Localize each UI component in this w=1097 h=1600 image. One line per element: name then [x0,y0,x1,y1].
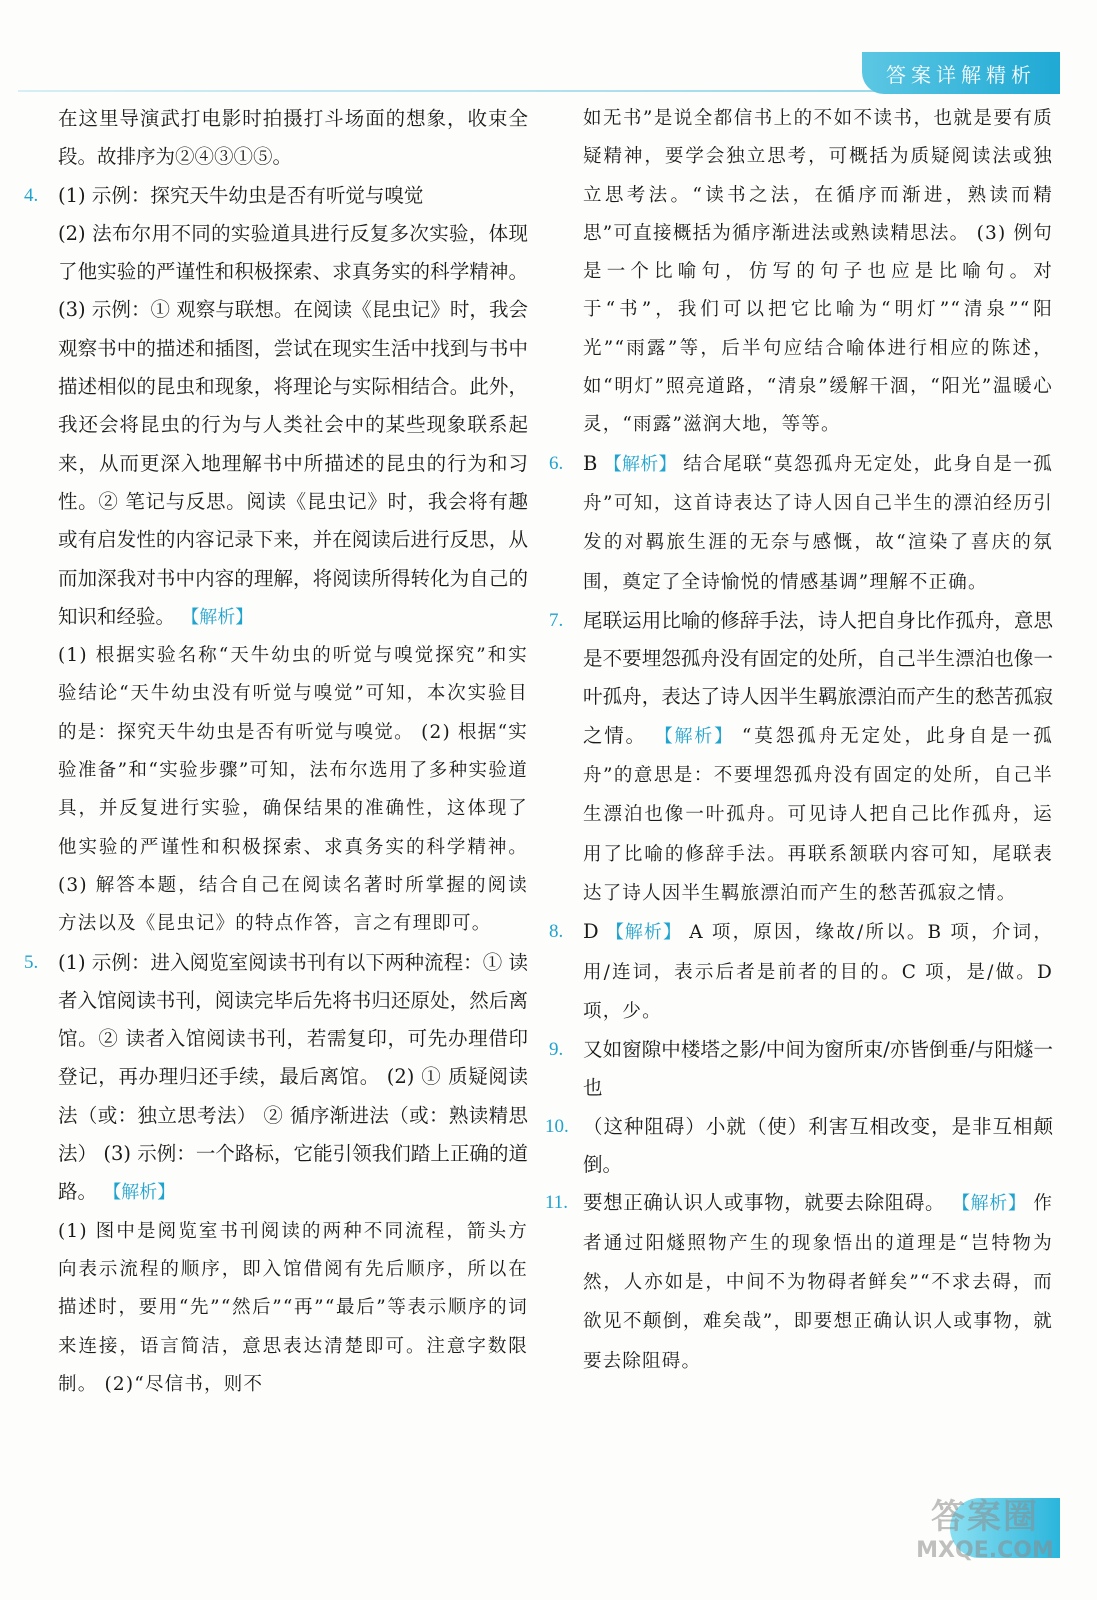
answer-part-1: (1) 示例：探究天牛幼虫是否有听觉与嗅觉 [58,183,424,207]
left-column [24,100,528,1404]
continued-text-left [58,100,528,177]
analysis-tag: 【解析】 [603,453,677,475]
answer-text: B [583,451,598,475]
analysis-text: 结合尾联“莫怨孤舟无定处，此身自是一孤舟”可知，这首诗表达了诗人因自己半生的漂泊经历引发的对羁旅生涯的无奈与感慨，故“渲染了喜庆的氛围，奠定了全诗愉悦的情感基调”理解不正确。 [583,453,1053,593]
continued-text: 如无书”是说全都信书上的不如不读书，也就是要有质疑精神，要学会独立思考，可概括为质疑阅读法或独立思考法。“读书之法，在循序而渐进，熟读而精思”可直接概括为循序渐进法或熟读精思法。 (3) 例句是一个比喻句，仿写的句子也应是比喻句。对于“书”，我们可以把它比喻为“明灯”“清泉”“阳光”“雨露”等，后半句应结合喻体进行相应的陈述，如“明灯”照亮道路，“清泉”缓解干涸，“阳光”温暖心灵，“雨露”滋润大地，等等。 [583,108,1053,436]
question-7 [549,602,1053,913]
answer-part-1: (1) 示例：进入阅览室阅读书刊有以下两种流程：① 读者入馆阅读书刊，阅读完毕后先将书归还原处，然后离馆。② 读者入馆阅读书刊，若需复印，可先办理借印登记，再办理归还手续，最后离馆。 [58,950,528,1089]
analysis-text: A 项，原因，缘故/所以。B 项，介词，用/连词，表示后者是前者的目的。C 项，是/做。D 项，少。 [583,922,1054,1022]
answer-part-3: (3) 示例：① 观察与联想。在阅读《昆虫记》时，我会观察书中的描述和插图，尝试在现实生活中找到与书中描述相似的昆虫和现象，将理论与实际相结合。此外，我还会将昆虫的行为与人类社会中的某些现象联系起来，从而更深入地理解书中所描述的昆虫的行为和习性。② 笔记与反思。阅读《昆虫记》时，我会将有趣或有启发性的内容记录下来，并在阅读后进行反思，从而加深我对书中内容的理解，将阅读所得转化为自己的知识和经验。 [58,298,528,628]
question-number: 10. [545,1115,569,1137]
right-column [545,100,1054,1381]
answer-text: 又如窗隙中楼塔之影/中间为窗所束/亦皆倒垂/与阳燧一也 [583,1038,1053,1100]
analysis-tag: 【解析】 [103,1182,176,1204]
question-number: 4. [24,184,39,206]
answer-text: （这种阻碍）小就（使）利害互相改变，是非互相颠倒。 [583,1114,1053,1177]
analysis-text: (1) 根据实验名称“天牛幼虫的听觉与嗅觉探究”和实验结论“天牛幼虫没有听觉与嗅觉”可知，本次实验目的是：探究天牛幼虫是否有听觉与嗅觉。 (2) 根据“实验准备”和“实验步骤”可知，法布尔选用了多种实验道具，并反复进行实验，确保结果的准确性，这体现了他实验的严谨性和积极探索、求真务实的科学精神。 (3) 解答本题，结合自己在阅读名著时所掌握的阅读方法以及《昆虫记》的特点作答，言之有理即可。 [58,645,528,935]
question-5 [24,944,528,1405]
answer-text: 尾联运用比喻的修辞手法，诗人把自身比作孤舟，意思是不要埋怨孤舟没有固定的处所，自己半生漂泊也像一叶孤舟，表达了诗人因半生羁旅漂泊而产生的愁苦孤寂之情。 [583,608,1053,747]
continued-text: 在这里导演武打电影时拍摄打斗场面的想象，收束全段。故排序为②④③①⑤。 [58,107,528,169]
analysis-tag: 【解析】 [181,606,254,628]
question-number: 6. [549,452,564,474]
question-10 [545,1108,1053,1185]
question-4 [24,177,528,944]
analysis-tag: 【解析】 [952,1193,1027,1215]
analysis-tag: 【解析】 [605,922,682,944]
question-number: 8. [549,921,564,943]
analysis-text: “莫怨孤舟无定处，此身自是一孤舟”的意思是：不要埋怨孤舟没有固定的处所，自己半生漂泊也像一叶孤舟。可见诗人把自己比作孤舟，运用了比喻的修辞手法。再联系颔联内容可知，尾联表达了诗人因半生羁旅漂泊而产生的愁苦孤寂之情。 [583,725,1053,904]
analysis-text: (1) 图中是阅览室书刊阅读的两种不同流程，箭头方向表示流程的顺序，即入馆借阅有先后顺序，所以在描述时，要用“先”“然后”“再”“最后”等表示顺序的词来连接，语言简洁，意思表达清楚即可。注意字数限制。 (2)“尽信书，则不 [58,1220,528,1395]
question-8 [549,913,1054,1031]
answer-text: 要想正确认识人或事物，就要去除阻碍。 [583,1191,946,1215]
header-section-tag: 答案详解精析 [862,52,1060,94]
answer-part-3: (3) 示例：一个路标，它能引领我们踏上正确的道路。 [58,1142,528,1204]
analysis-tag: 【解析】 [654,725,734,747]
site-watermark [905,1497,1065,1563]
answer-part-2: (2) ① 质疑阅读法（或：独立思考法） ② 循序渐进法（或：熟读精思法） [58,1065,528,1166]
question-number: 7. [549,609,564,631]
question-number: 9. [549,1039,564,1061]
question-11 [545,1184,1054,1380]
answer-part-2: (2) 法布尔用不同的实验道具进行反复多次实验，体现了他实验的严谨性和积极探索、求真务实的科学精神。 [58,221,528,284]
question-number: 5. [24,951,39,973]
answer-text: D [583,920,599,944]
question-6 [549,445,1053,602]
continued-text-right [583,100,1053,445]
watermark-logo-text: 答案圈 [931,1497,1039,1537]
question-number: 11. [545,1192,569,1214]
analysis-text: 作者通过阳燧照物产生的现象悟出的道理是“岂特物为然，人亦如是，中间不为物碍者鲜矣”“不求去碍，而欲见不颠倒，难矣哉”，即要想正确认识人或事物，就要去除阻碍。 [583,1193,1054,1372]
question-9 [549,1031,1053,1108]
watermark-url: MXQE.COM [916,1538,1054,1563]
